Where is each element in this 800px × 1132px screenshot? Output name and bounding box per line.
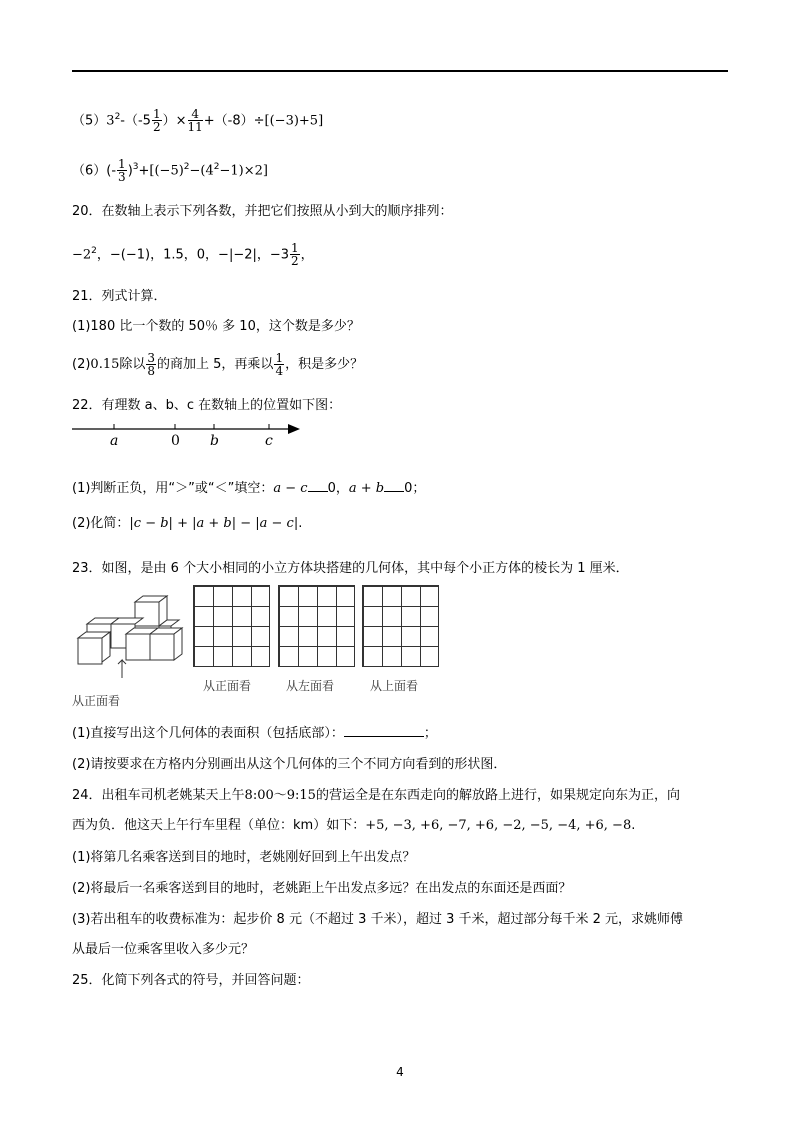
caption-solid-front: 从正面看 bbox=[72, 694, 121, 708]
grid-front-view[interactable] bbox=[193, 585, 270, 667]
label-a: a bbox=[110, 433, 119, 449]
surface-area-blank[interactable] bbox=[344, 736, 424, 737]
caption-front-view: 从正面看 bbox=[203, 679, 252, 693]
q24-part2: (2)将最后一名乘客送到目的地时，老姚距上午出发点多远？在出发点的东面还是西面？ bbox=[72, 881, 572, 896]
q21-title: 21．列式计算． bbox=[72, 289, 167, 304]
label-b: b bbox=[210, 433, 219, 449]
q20-title: 20．在数轴上表示下列各数，并把它们按照从小到大的顺序排列： bbox=[72, 204, 453, 219]
q24-part3-line2: 从最后一位乘客里收入多少元？ bbox=[72, 942, 255, 957]
q24-line1: 24．出租车司机老姚某天上午8:00～9:15的营运全是在东西走向的解放路上进行，如果规定向东为正，向 bbox=[72, 788, 680, 803]
q24-line2: 西为负．他这天上午行车里程（单位：km）如下：+5, −3, +6, −7, +6, −2, −5, −4, +6, −8. bbox=[72, 818, 636, 833]
grid-top-view[interactable] bbox=[362, 585, 439, 667]
answer-blank-1[interactable] bbox=[308, 491, 328, 492]
q24-part1: (1)将第几名乘客送到目的地时，老姚刚好回到上午出发点？ bbox=[72, 850, 416, 865]
q21-part2: (2)0.15除以 $\frac{3}{8}$ 的商加上 5，再乘以 $\frac{1}{4}$ ，积是多少？ bbox=[72, 351, 364, 378]
number-line-figure bbox=[72, 420, 302, 450]
q19-part5: $(5)3^2-(-5$ $\frac{1}{2}$ ）× $\frac{4}{11}$ +（-8）÷[(−3)+5] bbox=[72, 107, 324, 135]
label-c: c bbox=[265, 433, 273, 449]
q19-part6: （6）(- $\frac{1}{3}$ )$^3+[(-5)^2-(4^2-1)\times 2]$ bbox=[72, 157, 268, 185]
q21-part1: (1)180 比一个数的 50％ 多 10，这个数是多少？ bbox=[72, 319, 360, 334]
q23-part2: (2)请按要求在方格内分别画出从这个几何体的三个不同方向看到的形状图． bbox=[72, 757, 507, 772]
answer-blank-2[interactable] bbox=[384, 491, 404, 492]
caption-top-view: 从上面看 bbox=[370, 679, 419, 693]
page-number: 4 bbox=[396, 1065, 404, 1079]
q22-part2: (2)化简：|c − b| + |a + b| − |a − c|. bbox=[72, 516, 303, 531]
q25-title: 25．化简下列各式的符号，并回答问题： bbox=[72, 973, 310, 988]
q23-part1: (1)直接写出这个几何体的表面积（包括底部）： ； bbox=[72, 726, 437, 741]
caption-left-view: 从左面看 bbox=[286, 679, 335, 693]
q24-part3-line1: (3)若出租车的收费标准为：起步价 8 元（不超过 3 千米），超过 3 千米，超过部分每千米 2 元，求姚师傅 bbox=[72, 912, 684, 927]
q22-title: 22．有理数 a、b、c 在数轴上的位置如下图： bbox=[72, 398, 342, 413]
header-rule bbox=[72, 70, 728, 72]
q22-part1: (1)判断正负，用“＞”或“＜”填空：a − c 0，a + b 0； bbox=[72, 481, 426, 496]
q23-title: 23．如图，是由 6 个大小相同的小立方体块搭建的几何体，其中每个小正方体的棱长为 1 厘米． bbox=[72, 561, 629, 576]
label-zero: 0 bbox=[171, 433, 180, 449]
q20-numbers: $-2^2$，−(−1)，1.5，0，−|−2|，−3 $\frac{1}{2}$ ， bbox=[72, 241, 314, 269]
cube-solid-figure bbox=[72, 594, 184, 680]
grid-left-view[interactable] bbox=[278, 585, 355, 667]
view-direction-arrow-icon bbox=[118, 660, 126, 678]
arrow-head-icon bbox=[288, 424, 300, 434]
